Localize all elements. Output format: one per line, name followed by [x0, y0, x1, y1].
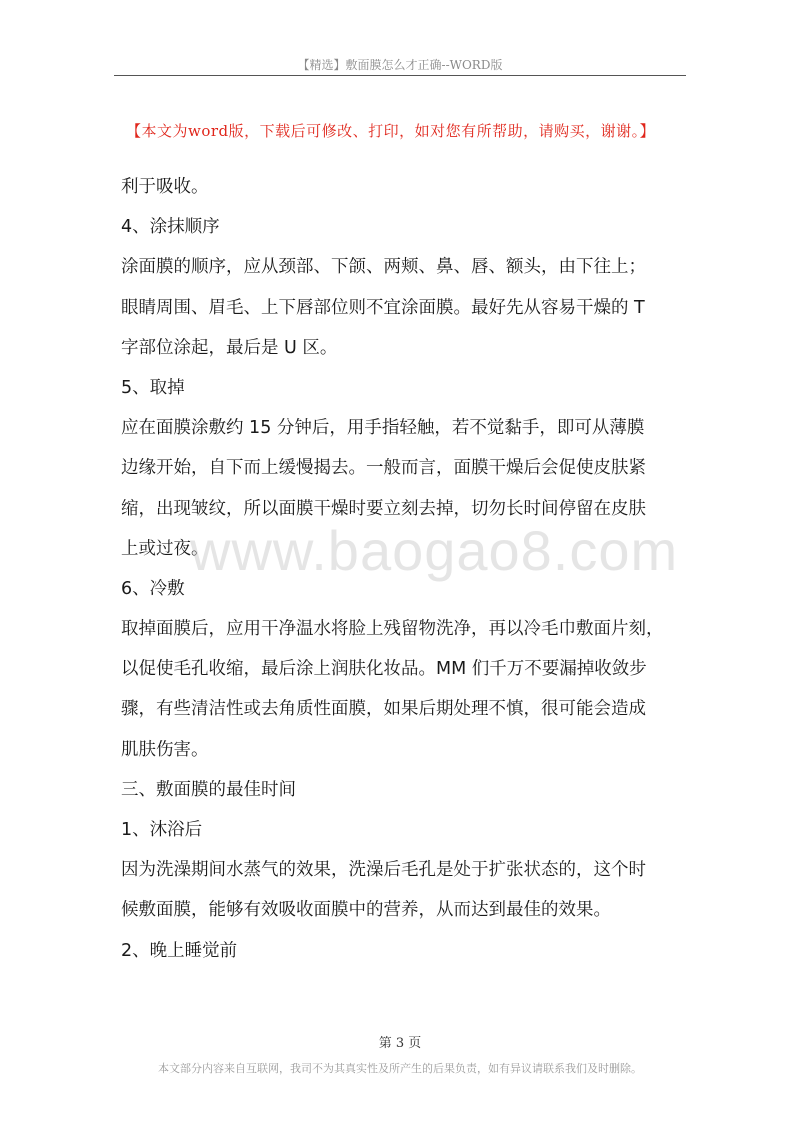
- section-heading: 5、取掉: [121, 377, 185, 398]
- body-line: 利于吸收。: [121, 177, 209, 197]
- site-watermark: www.baogao8.com: [190, 519, 679, 582]
- download-notice: 【本文为word版，下载后可修改、打印，如对您有所帮助，请购买，谢谢。】: [126, 122, 656, 140]
- section-heading: 2、晚上睡觉前: [121, 940, 238, 961]
- body-line: 上或过夜。: [121, 538, 209, 559]
- body-line: 候敷面膜，能够有效吸收面膜中的营养，从而达到最佳的效果。: [121, 900, 611, 921]
- body-line: 字部位涂起，最后是 U 区。: [121, 337, 338, 358]
- body-line: 缩，出现皱纹，所以面膜干燥时要立刻去掉，切勿长时间停留在皮肤: [121, 498, 646, 519]
- header-divider: [114, 75, 686, 76]
- body-line: 应在面膜涂敷约 15 分钟后，用手指轻触，若不觉黏手，即可从薄膜: [121, 418, 645, 439]
- body-line: 涂面膜的顺序，应从颈部、下颌、两颊、鼻、唇、额头，由下往上；: [121, 257, 646, 278]
- body-line: 骤，有些清洁性或去角质性面膜，如果后期处理不慎，很可能会造成: [121, 699, 646, 720]
- page-number: 第 3 页: [378, 1036, 422, 1051]
- section-heading: 1、沐浴后: [121, 820, 203, 840]
- document-body: [121, 167, 691, 971]
- page-header: 【精选】敷面膜怎么才正确--WORD版: [297, 58, 503, 72]
- body-line: 取掉面膜后，应用干净温水将脸上残留物洗净，再以冷毛巾敷面片刻，: [121, 619, 664, 640]
- section-heading: 6、冷敷: [121, 578, 185, 599]
- footer-disclaimer: 本文部分内容来自互联网，我司不为其真实性及所产生的后果负责，如有异议请联系我们及时删除。: [158, 1062, 642, 1075]
- body-line: 以促使毛孔收缩，最后涂上润肤化妆品。MM 们千万不要漏掉收敛步: [121, 659, 647, 680]
- section-heading: 4、涂抹顺序: [121, 217, 220, 238]
- chapter-heading: 三、敷面膜的最佳时间: [121, 779, 296, 800]
- body-line: 肌肤伤害。: [121, 739, 209, 760]
- body-line: 边缘开始，自下而上缓慢揭去。一般而言，面膜干燥后会促使皮肤紧: [121, 458, 646, 479]
- body-line: 眼睛周围、眉毛、上下唇部位则不宜涂面膜。最好先从容易干燥的 T: [121, 297, 645, 318]
- body-line: 因为洗澡期间水蒸气的效果，洗澡后毛孔是处于扩张状态的，这个时: [121, 860, 646, 881]
